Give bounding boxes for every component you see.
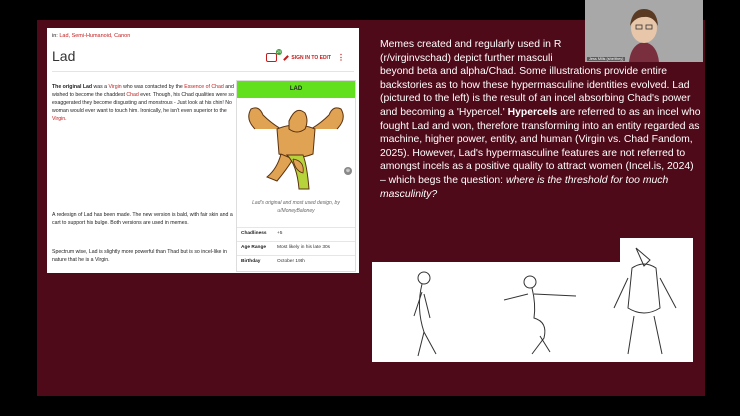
- presenter-video-thumbnail: [585, 0, 703, 62]
- intro-paragraph: The original Lad was a Virgin who was contacted by the Essence of Chad and wished to become the chaddest Chad ever. Though, his Chad qualities were so exaggerated they become disgusting and monstrous - Just look at his chin! No woman would ever want to touch him. Ironically, he isn't even superior to the Virgin.: [52, 84, 234, 122]
- link-virgin-2[interactable]: Virgin: [52, 116, 66, 122]
- evolution-illustration: [372, 238, 693, 362]
- link-essence-of-chad[interactable]: Essence of Chad: [184, 84, 224, 90]
- category-breadcrumb: in: Lad, Semi-Humanoid, Canon: [52, 33, 131, 39]
- comment-icon[interactable]: [266, 49, 282, 62]
- link-chad[interactable]: Chad: [126, 92, 139, 98]
- infobox-title: LAD: [237, 81, 355, 98]
- page-title: Lad: [52, 48, 76, 64]
- image-caption: Lad's original and most used design, by u/MoneyBaloney: [252, 200, 340, 214]
- infobox: [236, 80, 356, 272]
- presenter-name-label: Jess Mills (she/they): [589, 57, 624, 61]
- pencil-icon: [284, 55, 290, 61]
- wiki-page-screenshot: [47, 28, 359, 273]
- page-tools: [266, 49, 345, 62]
- lad-illustration[interactable]: [237, 99, 355, 194]
- presenter-avatar: [585, 0, 703, 62]
- category-links[interactable]: Lad, Semi-Humanoid, Canon: [59, 33, 131, 39]
- sign-in-to-edit-button[interactable]: SIGN IN TO EDIT: [283, 55, 331, 61]
- infobox-row-age-range: Age Range Most likely in his late 30s: [237, 241, 355, 254]
- redesign-paragraph: A redesign of Lad has been made. The new version is bald, with fair skin and a cart to support his bulge. Both versions are used in memes.: [52, 212, 233, 226]
- spectrum-paragraph: Spectrum wise, Lad is slightly more powerful than Thad but is so incel-like in nature that he is a Virgin.: [52, 249, 227, 263]
- divider: [52, 71, 354, 72]
- slide-body-text: Memes created and regularly used in R (r/virginvschad) depict further masculi beyond beta and alpha/Chad. Some illustrations provide entire backstories as to how these hypermasculine identities evolved. Lad (pictured to the left) is the result of an incel absorbing Chad's power and becoming a 'Hypercel.' Hypercels are referred to as an incel who fought Lad and won, therefore transforming into an entity regarded as machine, higher power, entity, and human (Virgin vs. Chad Fandom, 2025). However, Lad's hypermasculine features are not referred to amongst incels as a positive quality to attract women (Incel.is, 2024) – which begs the question: where is the threshold for too much masculinity?: [380, 39, 701, 200]
- infobox-row-birthday: Birthday October 19th: [237, 255, 355, 268]
- zoom-icon[interactable]: ⊕: [345, 168, 351, 174]
- more-options-icon[interactable]: ⋮: [337, 52, 345, 62]
- comment-count-badge: 29: [276, 49, 282, 54]
- link-virgin[interactable]: Virgin: [108, 84, 122, 90]
- infobox-row-chadliness: Chadliness +5: [237, 227, 355, 240]
